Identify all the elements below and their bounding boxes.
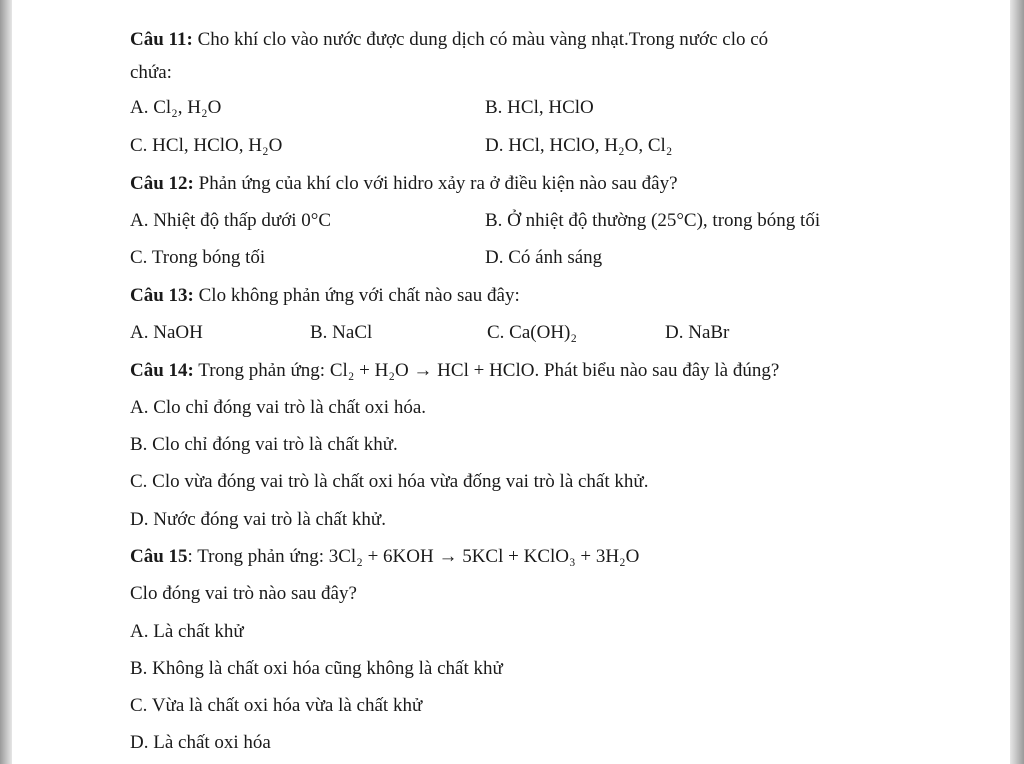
question-15-label: Câu 15 xyxy=(130,546,188,567)
question-15-text-cont: Clo đóng vai trò nào sau đây? xyxy=(130,583,357,604)
question-11-option-b: B. HCl, HClO xyxy=(485,97,594,118)
question-12-text: Phản ứng của khí clo với hidro xảy ra ở điều kiện nào sau đây? xyxy=(198,173,678,194)
question-15-option-a-text: A. Là chất khử xyxy=(130,621,244,642)
question-11-options-row1 xyxy=(130,96,594,120)
question-12-options-row2 xyxy=(130,246,603,270)
question-11-stem-cont xyxy=(130,61,172,85)
question-11-option-d: D. HCl, HClO, H₂O, Cl₂ xyxy=(485,135,673,156)
question-14-option-d xyxy=(130,508,386,532)
question-11-label: Câu 11: xyxy=(130,29,193,50)
question-11-text: Cho khí clo vào nước được dung dịch có màu vàng nhạt.Trong nước clo có xyxy=(197,29,769,50)
question-12-options-row1 xyxy=(130,209,821,233)
question-15-option-b xyxy=(130,657,503,681)
question-15-text: : Trong phản ứng: 3Cl₂ + 6KOH → 5KCl + KClO₃ + 3H₂O xyxy=(187,546,640,567)
question-13-options xyxy=(130,321,730,345)
question-12-option-a: A. Nhiệt độ thấp dưới 0°C xyxy=(130,210,332,231)
question-14-option-a xyxy=(130,396,426,420)
question-13-option-d: D. NaBr xyxy=(665,322,730,343)
question-12-option-c: C. Trong bóng tối xyxy=(130,247,266,268)
question-13-stem xyxy=(130,284,520,308)
question-14-stem xyxy=(130,359,779,383)
question-11-option-c: C. HCl, HClO, H₂O xyxy=(130,135,283,156)
question-13-text: Clo không phản ứng với chất nào sau đây: xyxy=(198,285,520,306)
question-15-option-d-text: D. Là chất oxi hóa xyxy=(130,732,271,753)
question-13-option-a: A. NaOH xyxy=(130,322,203,343)
question-14-option-a-text: A. Clo chỉ đóng vai trò là chất oxi hóa. xyxy=(130,397,427,418)
question-14-text: Trong phản ứng: Cl₂ + H₂O → HCl + HClO. Phát biểu nào sau đây là đúng? xyxy=(198,360,780,381)
question-15-option-b-text: B. Không là chất oxi hóa cũng không là chất khử xyxy=(130,658,503,679)
question-11-option-a: A. Cl₂, H₂O xyxy=(130,97,222,118)
question-12-option-b: B. Ở nhiệt độ thường (25°C), trong bóng tối xyxy=(485,210,821,231)
page-edge-right xyxy=(1010,0,1024,764)
question-15-stem xyxy=(130,545,639,569)
question-14-option-d-text: D. Nước đóng vai trò là chất khử. xyxy=(130,509,386,530)
question-15-option-a xyxy=(130,620,244,644)
question-12-option-d: D. Có ánh sáng xyxy=(485,247,603,268)
question-14-label: Câu 14: xyxy=(130,360,194,381)
question-14-option-c xyxy=(130,470,648,494)
question-15-option-c xyxy=(130,694,422,718)
question-15-option-c-text: C. Vừa là chất oxi hóa vừa là chất khử xyxy=(130,695,423,716)
question-15-stem-cont xyxy=(130,582,357,606)
question-13-label: Câu 13: xyxy=(130,285,194,306)
question-13-option-b: B. NaCl xyxy=(310,322,373,343)
question-11-stem xyxy=(130,28,768,52)
question-11-text-cont: chứa: xyxy=(130,62,172,83)
page-edge-left xyxy=(0,0,12,764)
question-12-stem xyxy=(130,172,678,196)
question-13-option-c: C. Ca(OH)₂ xyxy=(487,322,577,343)
question-14-option-b xyxy=(130,433,398,457)
question-15-option-d xyxy=(130,731,271,755)
question-14-option-c-text: C. Clo vừa đóng vai trò là chất oxi hóa vừa đống vai trò là chất khử. xyxy=(130,471,649,492)
question-11-options-row2 xyxy=(130,134,673,158)
question-14-option-b-text: B. Clo chỉ đóng vai trò là chất khử. xyxy=(130,434,398,455)
question-12-label: Câu 12: xyxy=(130,173,194,194)
